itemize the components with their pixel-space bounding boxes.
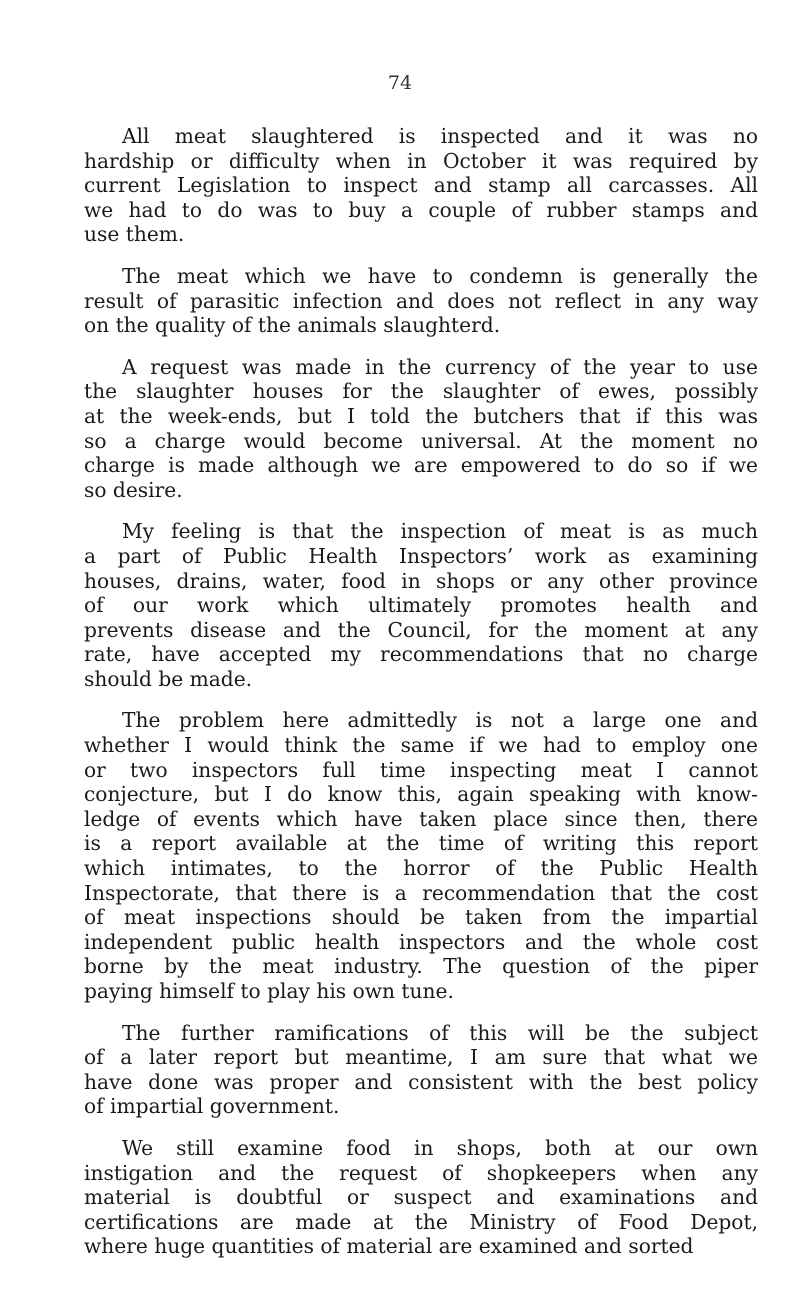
text-line: hardship or difficulty when in October it was required by: [84, 148, 758, 173]
text-line: The further ramifications of this will be the subject: [122, 1020, 758, 1045]
text-line: material is doubtful or suspect and examinations and: [84, 1185, 758, 1210]
text-line: so desire.: [84, 477, 183, 502]
text-line: the slaughter houses for the slaughter of ewes, possibly: [84, 379, 758, 404]
text-line: My feeling is that the inspection of meat is as much: [122, 519, 758, 544]
text-line: houses, drains, water, food in shops or any other province: [84, 568, 758, 593]
text-line: of meat inspections should be taken from the impartial: [84, 905, 758, 930]
text-line: on the quality of the animals slaughterd.: [84, 313, 501, 338]
text-line: We still examine food in shops, both at our own: [122, 1135, 758, 1160]
text-line: prevents disease and the Council, for the moment at any: [84, 617, 758, 642]
text-line: charge is made although we are empowered to do so if we: [84, 453, 758, 478]
text-line: The meat which we have to condemn is generally the: [122, 263, 758, 288]
text-line: A request was made in the currency of the year to use: [122, 354, 758, 379]
text-line: paying himself to play his own tune.: [84, 979, 454, 1003]
text-line: which intimates, to the horror of the Public Health: [84, 856, 758, 881]
paragraph: [84, 1021, 758, 1119]
paragraph: [84, 124, 758, 247]
text-line: Inspectorate, that there is a recommendation that the cost: [84, 880, 758, 905]
text-line: a part of Public Health Inspectors’ work as examining: [84, 543, 758, 568]
text-line: we had to do was to buy a couple of rubber stamps and: [84, 197, 758, 222]
paragraph: [84, 708, 758, 1003]
text-line: conjecture, but I do know this, again speaking with know-: [84, 782, 758, 807]
text-line: certifications are made at the Ministry of Food Depot,: [84, 1209, 758, 1234]
text-line: result of parasitic infection and does not reflect in any way: [84, 288, 758, 313]
text-line: have done was proper and consistent with the best policy: [84, 1069, 758, 1094]
text-line: of our work which ultimately promotes health and: [84, 593, 758, 618]
text-line: of a later report but meantime, I am sure that what we: [84, 1045, 758, 1070]
text-line: The problem here admittedly is not a large one and: [122, 708, 758, 733]
text-line: where huge quantities of material are examined and sorted: [84, 1234, 694, 1259]
text-line: should be made.: [84, 666, 253, 691]
paragraph: [84, 1136, 758, 1259]
text-line: ledge of events which have taken place since then, there: [84, 806, 758, 831]
text-line: independent public health inspectors and the whole cost: [84, 929, 758, 954]
text-line: is a report available at the time of writing this report: [84, 831, 758, 856]
text-line: borne by the meat industry. The question of the piper: [84, 954, 758, 979]
text-line: All meat slaughtered is inspected and it was no: [122, 124, 758, 148]
body-text: [84, 124, 758, 1276]
paragraph: [84, 355, 758, 503]
text-line: or two inspectors full time inspecting meat I cannot: [84, 757, 758, 782]
text-line: instigation and the request of shopkeepers when any: [84, 1160, 758, 1185]
text-line: of impartial government.: [84, 1094, 340, 1119]
paragraph: [84, 264, 758, 338]
page-number: 74: [387, 72, 413, 94]
text-line: rate, have accepted my recommendations that no charge: [84, 642, 758, 667]
text-line: at the week-ends, but I told the butchers that if this was: [84, 403, 758, 428]
text-line: whether I would think the same if we had to employ one: [84, 733, 758, 758]
text-line: so a charge would become universal. At the moment no: [84, 428, 758, 453]
text-line: use them.: [84, 222, 185, 247]
paragraph: [84, 519, 758, 691]
text-line: current Legislation to inspect and stamp all carcasses. All: [84, 173, 758, 198]
